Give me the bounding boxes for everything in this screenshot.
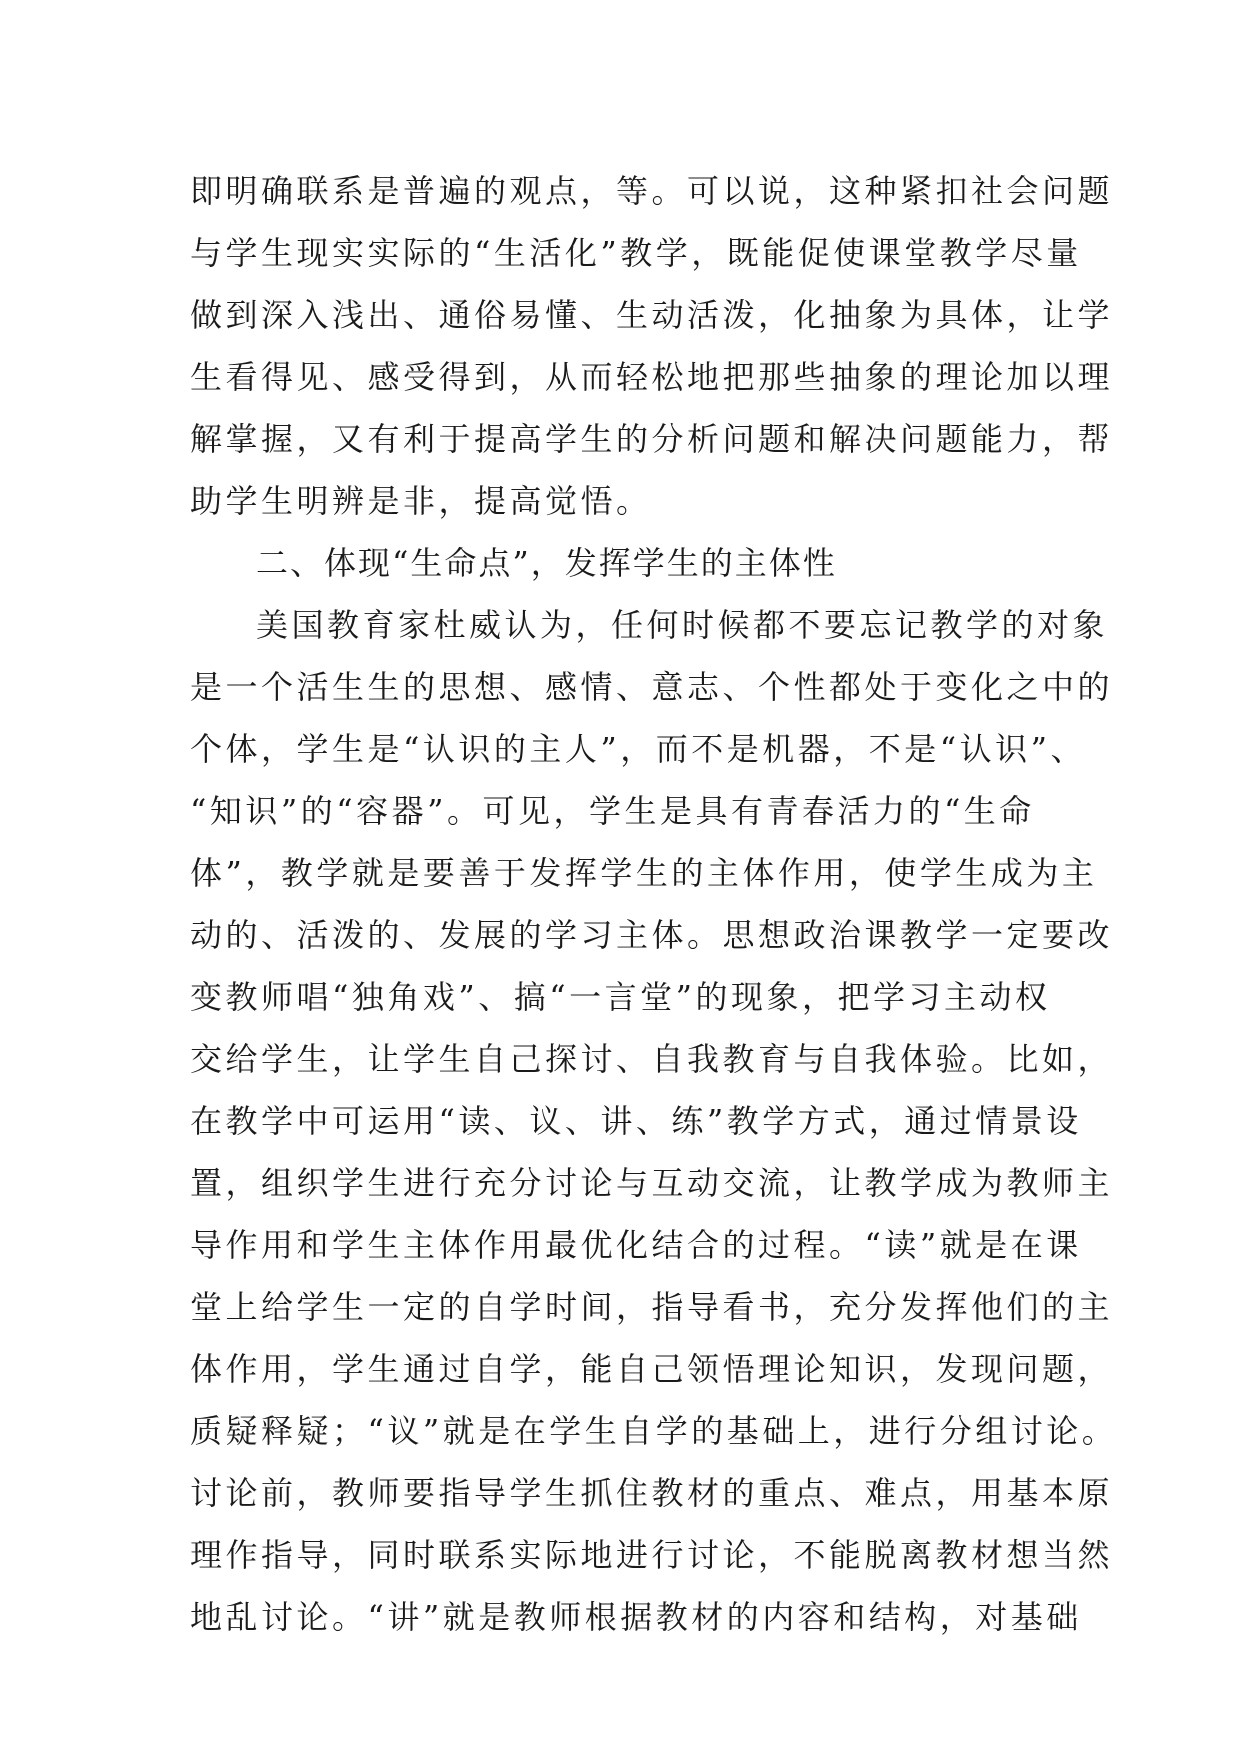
text-line: 质疑释疑；“议”就是在学生自学的基础上，进行分组讨论。 bbox=[190, 1412, 1118, 1450]
text-line: 生看得见、感受得到，从而轻松地把那些抽象的理论加以理 bbox=[190, 358, 1114, 396]
text-line: 动的、活泼的、发展的学习主体。思想政治课教学一定要改 bbox=[190, 916, 1114, 954]
text-line: 置，组织学生进行充分讨论与互动交流，让教学成为教师主 bbox=[190, 1164, 1114, 1202]
text-line: 交给学生，让学生自己探讨、自我教育与自我体验。比如， bbox=[190, 1040, 1114, 1078]
text-line: 个体，学生是“认识的主人”，而不是机器，不是“认识”、 bbox=[190, 730, 1086, 768]
text-line: 讨论前，教师要指导学生抓住教材的重点、难点，用基本原 bbox=[190, 1474, 1114, 1512]
text-line: 体”，教学就是要善于发挥学生的主体作用，使学生成为主 bbox=[190, 854, 1098, 892]
body-text bbox=[190, 160, 1118, 1648]
text-line: 理作指导，同时联系实际地进行讨论，不能脱离教材想当然 bbox=[190, 1536, 1114, 1574]
text-line: 解掌握，又有利于提高学生的分析问题和解决问题能力，帮 bbox=[190, 420, 1114, 458]
text-line: 与学生现实实际的“生活化”教学，既能促使课堂教学尽量 bbox=[190, 234, 1082, 272]
text-line: 在教学中可运用“读、议、讲、练”教学方式，通过情景设 bbox=[190, 1102, 1082, 1140]
text-line: 做到深入浅出、通俗易懂、生动活泼，化抽象为具体，让学 bbox=[190, 296, 1114, 334]
paragraph-first-line: 美国教育家杜威认为，任何时候都不要忘记教学的对象 bbox=[256, 606, 1109, 644]
text-line: 地乱讨论。“讲”就是教师根据教材的内容和结构，对基础 bbox=[190, 1598, 1082, 1636]
text-line: 助学生明辨是非，提高觉悟。 bbox=[190, 482, 652, 520]
text-line: 即明确联系是普遍的观点，等。可以说，这种紧扣社会问题 bbox=[190, 172, 1114, 210]
text-line: 体作用，学生通过自学，能自己领悟理论知识，发现问题， bbox=[190, 1350, 1114, 1388]
section-heading: 二、体现“生命点”，发挥学生的主体性 bbox=[256, 544, 837, 582]
text-line: 变教师唱“独角戏”、搞“一言堂”的现象，把学习主动权 bbox=[190, 978, 1051, 1016]
text-line: 堂上给学生一定的自学时间，指导看书，充分发挥他们的主 bbox=[190, 1288, 1114, 1326]
text-line: “知识”的“容器”。可见，学生是具有青春活力的“生命 bbox=[190, 792, 1035, 830]
text-line: 导作用和学生主体作用最优化结合的过程。“读”就是在课 bbox=[190, 1226, 1082, 1264]
text-line: 是一个活生生的思想、感情、意志、个性都处于变化之中的 bbox=[190, 668, 1114, 706]
